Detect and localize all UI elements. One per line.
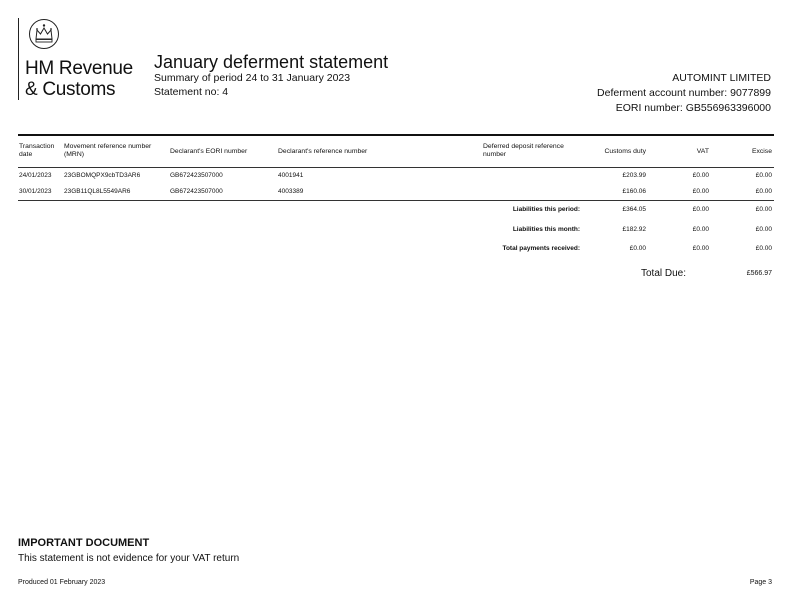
table-top-rule <box>18 134 774 136</box>
summary-vat: £0.00 <box>692 226 709 233</box>
brand-line-2: & Customs <box>25 79 116 100</box>
header-customs-duty: Customs duty <box>604 148 646 155</box>
header-deferred-deposit-reference: Deferred deposit reference number <box>483 143 564 158</box>
row-vat: £0.00 <box>692 172 709 179</box>
brand-line-1: HM Revenue <box>25 58 133 79</box>
summary-vat: £0.00 <box>692 206 709 213</box>
rows-bottom-rule <box>18 200 774 201</box>
row-declarant-reference: 4001941 <box>278 172 304 179</box>
important-document-note: This statement is not evidence for your VAT return <box>18 553 240 564</box>
header-excise: Excise <box>751 148 772 155</box>
row-declarant-eori: GB672423507000 <box>170 172 223 179</box>
row-excise: £0.00 <box>755 172 772 179</box>
row-vat: £0.00 <box>692 188 709 195</box>
header-mrn: Movement reference number (MRN) <box>64 143 152 158</box>
row-declarant-eori: GB672423507000 <box>170 188 223 195</box>
summary-label: Total payments received: <box>502 245 580 252</box>
eori-number: EORI number: GB556963396000 <box>615 102 771 114</box>
statement-summary: Summary of period 24 to 31 January 2023 <box>154 72 351 84</box>
header-rule <box>18 167 774 168</box>
statement-title: January deferment statement <box>154 52 389 72</box>
deferment-account-number: Deferment account number: 9077899 <box>597 87 771 99</box>
header-declarant-reference: Declarant's reference number <box>278 148 368 155</box>
row-mrn: 23GB11QL8L5549AR6 <box>64 188 131 195</box>
summary-customs-duty: £364.05 <box>622 206 646 213</box>
summary-excise: £0.00 <box>755 206 772 213</box>
summary-vat: £0.00 <box>692 245 709 252</box>
total-due-value: £566.97 <box>746 270 772 277</box>
total-due-label: Total Due: <box>641 268 687 279</box>
brand-name <box>25 58 133 100</box>
brand-rule <box>18 18 19 100</box>
row-date: 30/01/2023 <box>19 188 52 195</box>
summary-customs-duty: £182.92 <box>622 226 646 233</box>
statement-number: Statement no: 4 <box>154 86 229 98</box>
page-number: Page 3 <box>749 579 772 586</box>
important-document-heading: IMPORTANT DOCUMENT <box>18 537 150 549</box>
company-name: AUTOMINT LIMITED <box>672 72 771 84</box>
summary-label: Liabilities this period: <box>512 206 580 213</box>
header-transaction-date: Transaction date <box>19 143 55 158</box>
row-customs-duty: £203.99 <box>622 172 646 179</box>
row-mrn: 23GBOMQPX9cbTD3AR6 <box>64 172 141 179</box>
row-excise: £0.00 <box>755 188 772 195</box>
summary-excise: £0.00 <box>755 245 772 252</box>
summary-customs-duty: £0.00 <box>629 245 646 252</box>
summary-excise: £0.00 <box>755 226 772 233</box>
header-declarant-eori: Declarant's EORI number <box>170 148 248 155</box>
row-customs-duty: £160.06 <box>622 188 646 195</box>
row-date: 24/01/2023 <box>19 172 52 179</box>
row-declarant-reference: 4003389 <box>278 188 304 195</box>
summary-label: Liabilities this month: <box>512 226 580 233</box>
crown-crest-icon <box>27 18 61 50</box>
header-vat: VAT <box>696 148 709 155</box>
produced-date: Produced 01 February 2023 <box>18 579 106 586</box>
company-details <box>597 71 771 116</box>
